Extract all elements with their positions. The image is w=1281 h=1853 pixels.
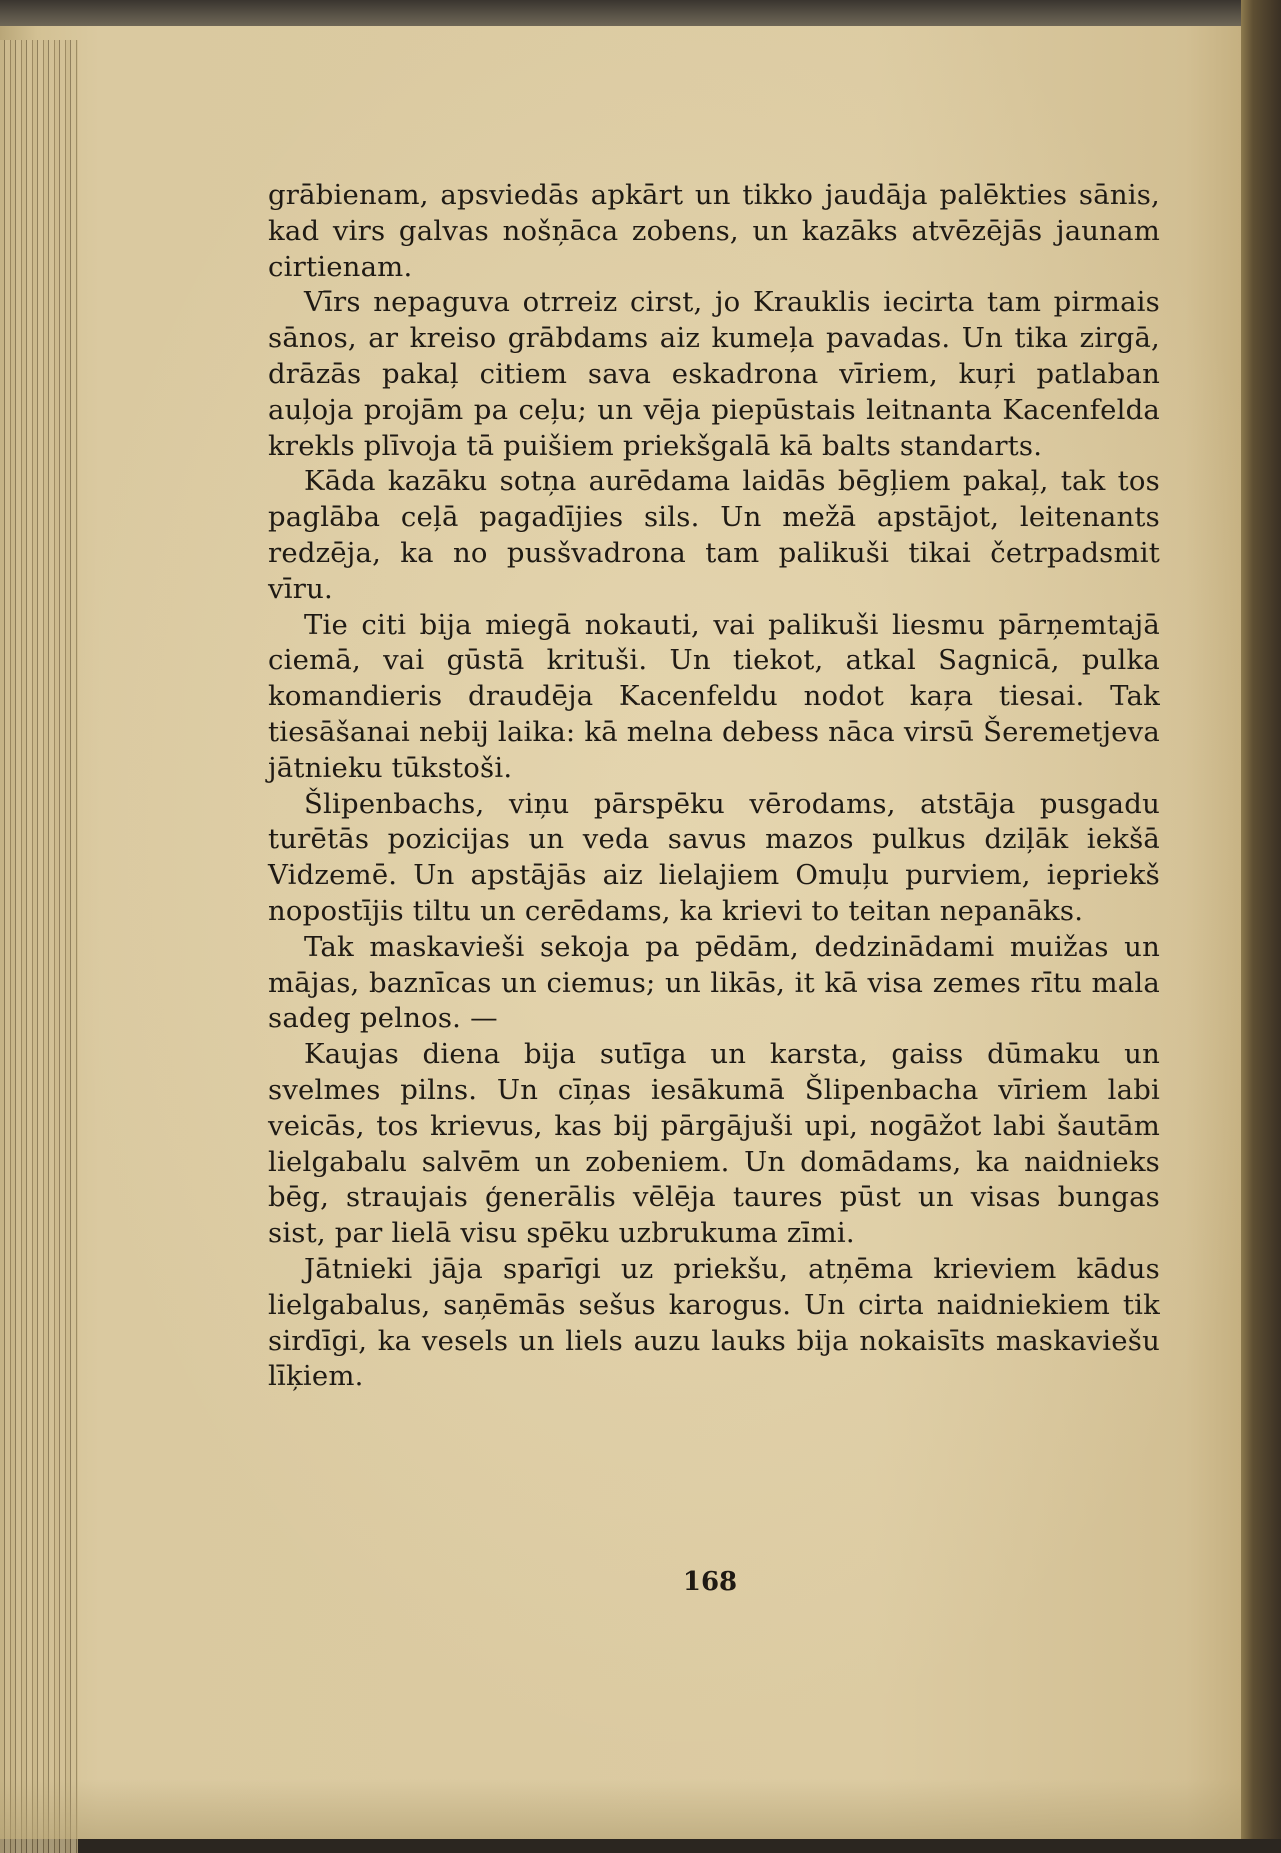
page-shadow <box>0 1779 1248 1839</box>
page-number: 168 <box>682 1567 738 1597</box>
paragraph-6: Tak maskavieši sekoja pa pēdām, dedzinādami muižas un mājas, baznīcas un ciemus; un likās, it kā visa zemes rītu mala sadeg pelnos. — <box>268 930 1160 1035</box>
paragraph-8: Jātnieki jāja sparīgi uz priekšu, atņēma krieviem kādus lielgabalus, saņēmās sešus karogus. Un cirta naidniekiem tik sirdīgi, ka vesels un liels auzu lauks bija nokaisīts maskaviešu līķiem. <box>268 1252 1160 1393</box>
book-binding-edge <box>1241 0 1281 1839</box>
book-page <box>0 14 1248 1839</box>
paragraph-2: Vīrs nepaguva otrreiz cirst, jo Krauklis iecirta tam pirmais sānos, ar kreiso grābdams aiz kumeļa pavadas. Un tika zirgā, drāzās pakaļ citiem sava eskadrona vīriem, kuŗi patlaban auļoja projām pa ceļu; un vēja piepūstais leitnanta Kacenfelda krekls plīvoja tā puišiem priekšgalā kā balts standarts. <box>268 286 1160 462</box>
paragraph-5: Šlipenbachs, viņu pārspēku vērodams, atstāja pusgadu turētās pozicijas un veda savus mazos pulkus dziļāk iekšā Vidzemē. Un apstājās aiz lielajiem Omuļu purviem, iepriekš nopostījis tiltu un cerēdams, ka krievi to teitan nepanāks. <box>268 787 1160 927</box>
book-top-edge <box>0 0 1281 26</box>
paragraph-3: Kāda kazāku sotņa aurēdama laidās bēgļiem pakaļ, tak tos paglāba ceļā pagadījies sils. Un mežā apstājot, leitenants redzēja, ka no pusšvadrona tam palikuši tikai četrpadsmit vīru. <box>268 465 1160 605</box>
body-text <box>268 178 1160 1395</box>
paragraph-1: grābienam, apsviedās apkārt un tikko jaudāja palēkties sānis, kad virs galvas nošņāca zobens, un kazāks atvēzējās jaunam cirtienam. <box>268 179 1160 283</box>
paragraph-4: Tie citi bija miegā nokauti, vai palikuši liesmu pārņemtajā ciemā, vai gūstā krituši. Un tiekot, atkal Sagnicā, pulka komandieris draudēja Kacenfeldu nodot kaŗa tiesai. Tak tiesāšanai nebij laika: kā melna debess nāca virsū Šeremetjeva jātnieku tūkstoši. <box>268 608 1160 784</box>
paragraph-7: Kaujas diena bija sutīga un karsta, gaiss dūmaku un svelmes pilns. Un cīņas iesākumā Šlipenbacha vīriem labi veicās, tos krievus, kas bij pārgājuši upi, nogāžot labi šautām lielgabalu salvēm un zobeniem. Un domādams, ka naidnieks bēg, straujais ģenerālis vēlēja taures pūst un visas bungas sist, par lielā visu spēku uzbrukuma zīmi. <box>268 1038 1160 1250</box>
